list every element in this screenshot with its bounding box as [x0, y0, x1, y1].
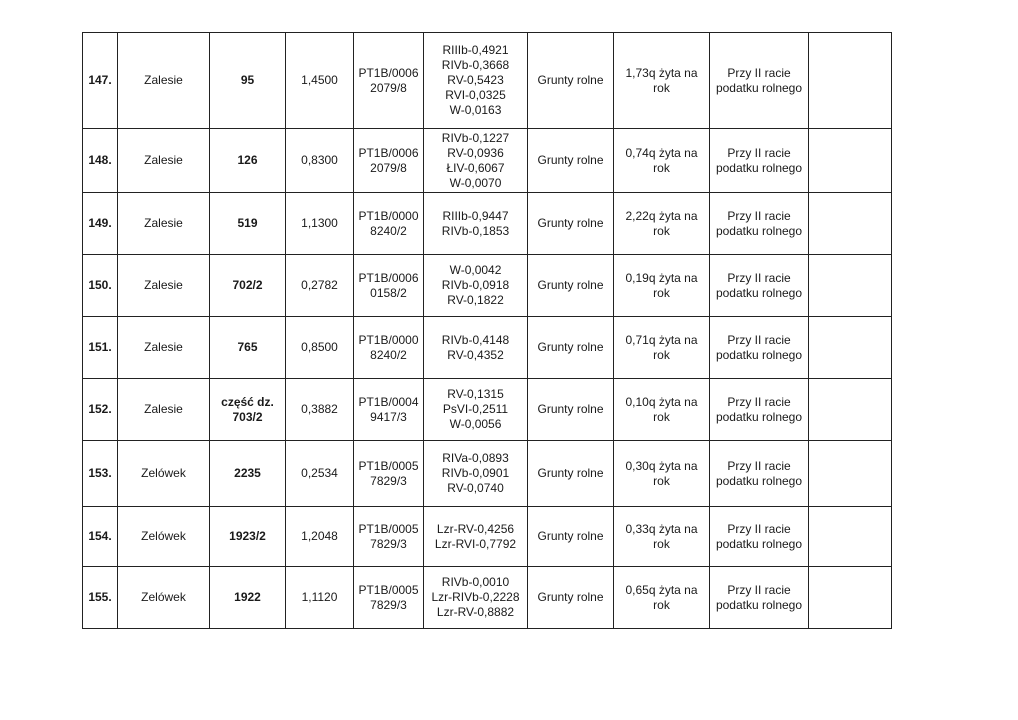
payment-term-line: Przy II racie	[727, 394, 791, 409]
land-register-number	[354, 255, 424, 317]
payment-term-line: podatku rolnego	[715, 80, 803, 95]
payment-term-line: podatku rolnego	[715, 473, 803, 488]
table-row	[83, 441, 892, 507]
soil-class-line: RVI-0,0325	[445, 88, 506, 102]
locality: Zelówek	[118, 441, 210, 507]
area-ha: 1,1300	[286, 193, 354, 255]
area-ha: 0,8300	[286, 129, 354, 193]
soil-class-line: RIVb-0,1227	[441, 130, 510, 145]
rent-amount	[614, 379, 710, 441]
soil-classes	[424, 129, 528, 193]
payment-term	[710, 507, 809, 567]
soil-class-line: RV-0,1822	[447, 293, 504, 307]
rent-line: rok	[653, 80, 670, 95]
row-number: 153.	[83, 441, 118, 507]
row-number: 150.	[83, 255, 118, 317]
table-row	[83, 129, 892, 193]
soil-class-line: RIVb-0,0901	[441, 466, 510, 480]
rent-amount	[614, 193, 710, 255]
soil-class-line: Lzr-RVI-0,7792	[434, 536, 517, 551]
soil-classes	[424, 33, 528, 129]
table-row	[83, 317, 892, 379]
row-number: 154.	[83, 507, 118, 567]
land-register-line: PT1B/0006	[358, 270, 419, 285]
rent-amount	[614, 33, 710, 129]
area-ha: 1,2048	[286, 507, 354, 567]
soil-class-line: Lzr-RIVb-0,2228	[431, 590, 520, 604]
plot-number: 95	[210, 33, 286, 129]
empty-cell	[809, 441, 892, 507]
land-type: Grunty rolne	[528, 507, 614, 567]
land-register-line: 7829/3	[370, 473, 407, 488]
payment-term	[710, 379, 809, 441]
land-type: Grunty rolne	[528, 441, 614, 507]
table-row	[83, 507, 892, 567]
row-number: 155.	[83, 567, 118, 629]
soil-class-line: RIIIb-0,4921	[442, 43, 509, 57]
area-ha: 1,4500	[286, 33, 354, 129]
land-register-line: 8240/2	[370, 223, 407, 238]
rent-line: 0,71q żyta na	[625, 332, 698, 347]
land-register-line: PT1B/0006	[358, 145, 419, 160]
soil-class-line: RV-0,0740	[447, 481, 504, 495]
soil-class-line: RIVb-0,1853	[441, 223, 510, 238]
soil-class-line: RIVb-0,0918	[441, 278, 510, 292]
land-register-line: PT1B/0005	[358, 521, 419, 536]
rent-line: rok	[653, 347, 670, 362]
payment-term-line: podatku rolnego	[715, 536, 803, 551]
land-register-line: 2079/8	[370, 80, 407, 95]
soil-classes	[424, 255, 528, 317]
payment-term	[710, 129, 809, 193]
soil-classes	[424, 317, 528, 379]
land-register-line: 2079/8	[370, 160, 407, 175]
plot-number-line: 703/2	[232, 409, 263, 424]
rent-amount	[614, 507, 710, 567]
soil-class-line: RIVa-0,0893	[442, 451, 509, 465]
land-register-number	[354, 129, 424, 193]
land-register-line: 0158/2	[370, 285, 407, 300]
land-register-number	[354, 193, 424, 255]
locality: Zalesie	[118, 129, 210, 193]
land-lease-table	[82, 32, 892, 629]
soil-class-line: W-0,0163	[449, 103, 502, 117]
rent-line: 0,65q żyta na	[625, 582, 698, 597]
plot-number-line: część dz.	[221, 394, 274, 409]
soil-class-line: ŁIV-0,6067	[446, 160, 505, 175]
plot-number: 1922	[210, 567, 286, 629]
land-register-number	[354, 507, 424, 567]
payment-term-line: Przy II racie	[727, 145, 791, 160]
soil-class-line: Lzr-RV-0,8882	[436, 605, 515, 619]
plot-number: 126	[210, 129, 286, 193]
soil-class-line: RIVb-0,0010	[441, 575, 510, 589]
empty-cell	[809, 255, 892, 317]
locality: Zelówek	[118, 507, 210, 567]
area-ha: 0,8500	[286, 317, 354, 379]
rent-amount	[614, 567, 710, 629]
payment-term	[710, 255, 809, 317]
soil-class-line: RIVb-0,3668	[441, 58, 510, 72]
payment-term-line: Przy II racie	[727, 208, 791, 223]
land-register-number	[354, 379, 424, 441]
soil-classes	[424, 193, 528, 255]
table-row	[83, 567, 892, 629]
locality: Zalesie	[118, 33, 210, 129]
row-number: 149.	[83, 193, 118, 255]
area-ha: 0,2782	[286, 255, 354, 317]
soil-class-line: PsVI-0,2511	[442, 402, 509, 416]
rent-line: 0,30q żyta na	[625, 458, 698, 473]
soil-class-line: W-0,0056	[449, 417, 502, 431]
soil-class-line: RIVb-0,4148	[441, 332, 510, 347]
rent-line: rok	[653, 409, 670, 424]
payment-term-line: podatku rolnego	[715, 597, 803, 612]
payment-term-line: Przy II racie	[727, 332, 791, 347]
land-register-line: 7829/3	[370, 536, 407, 551]
rent-line: rok	[653, 473, 670, 488]
plot-number: 702/2	[210, 255, 286, 317]
soil-class-line: W-0,0070	[449, 175, 502, 190]
soil-class-line: Lzr-RV-0,4256	[436, 521, 515, 536]
rent-line: 0,19q żyta na	[625, 270, 698, 285]
land-type: Grunty rolne	[528, 33, 614, 129]
empty-cell	[809, 567, 892, 629]
plot-number	[210, 379, 286, 441]
rent-amount	[614, 255, 710, 317]
row-number: 152.	[83, 379, 118, 441]
area-ha: 0,3882	[286, 379, 354, 441]
rent-line: 1,73q żyta na	[625, 65, 698, 80]
locality: Zalesie	[118, 317, 210, 379]
payment-term	[710, 567, 809, 629]
area-ha: 1,1120	[286, 567, 354, 629]
row-number: 147.	[83, 33, 118, 129]
soil-class-line: RV-0,0936	[447, 145, 504, 160]
payment-term	[710, 193, 809, 255]
rent-line: rok	[653, 160, 670, 175]
land-register-line: PT1B/0006	[358, 65, 419, 80]
empty-cell	[809, 379, 892, 441]
soil-classes	[424, 567, 528, 629]
rent-line: rok	[653, 285, 670, 300]
row-number: 151.	[83, 317, 118, 379]
land-type: Grunty rolne	[528, 255, 614, 317]
plot-number: 765	[210, 317, 286, 379]
row-number: 148.	[83, 129, 118, 193]
empty-cell	[809, 33, 892, 129]
land-register-line: PT1B/0005	[358, 582, 419, 597]
soil-classes	[424, 379, 528, 441]
soil-class-line: RV-0,5423	[447, 73, 504, 87]
payment-term-line: Przy II racie	[727, 582, 791, 597]
plot-number: 519	[210, 193, 286, 255]
area-ha: 0,2534	[286, 441, 354, 507]
land-register-number	[354, 441, 424, 507]
payment-term	[710, 317, 809, 379]
soil-classes	[424, 441, 528, 507]
locality: Zelówek	[118, 567, 210, 629]
payment-term-line: Przy II racie	[727, 521, 791, 536]
soil-class-line: RIIIb-0,9447	[442, 208, 509, 223]
land-register-line: PT1B/0000	[358, 332, 419, 347]
land-register-number	[354, 567, 424, 629]
table-row	[83, 193, 892, 255]
land-register-line: 8240/2	[370, 347, 407, 362]
rent-line: rok	[653, 536, 670, 551]
land-register-line: PT1B/0004	[358, 394, 419, 409]
payment-term-line: podatku rolnego	[715, 285, 803, 300]
rent-amount	[614, 441, 710, 507]
rent-line: 0,33q żyta na	[625, 521, 698, 536]
land-type: Grunty rolne	[528, 379, 614, 441]
soil-class-line: RV-0,1315	[447, 387, 504, 401]
payment-term-line: Przy II racie	[727, 65, 791, 80]
locality: Zalesie	[118, 379, 210, 441]
empty-cell	[809, 317, 892, 379]
plot-number: 1923/2	[210, 507, 286, 567]
land-register-number	[354, 317, 424, 379]
land-type: Grunty rolne	[528, 193, 614, 255]
table-row	[83, 379, 892, 441]
payment-term	[710, 33, 809, 129]
soil-class-line: W-0,0042	[449, 263, 502, 277]
land-register-line: PT1B/0005	[358, 458, 419, 473]
empty-cell	[809, 507, 892, 567]
rent-line: rok	[653, 597, 670, 612]
rent-amount	[614, 129, 710, 193]
land-register-line: 9417/3	[370, 409, 407, 424]
payment-term-line: podatku rolnego	[715, 347, 803, 362]
rent-line: 0,74q żyta na	[625, 145, 698, 160]
land-register-line: 7829/3	[370, 597, 407, 612]
payment-term-line: podatku rolnego	[715, 223, 803, 238]
rent-amount	[614, 317, 710, 379]
rent-line: rok	[653, 223, 670, 238]
locality: Zalesie	[118, 193, 210, 255]
land-type: Grunty rolne	[528, 317, 614, 379]
land-register-number	[354, 33, 424, 129]
payment-term-line: podatku rolnego	[715, 160, 803, 175]
empty-cell	[809, 129, 892, 193]
plot-number: 2235	[210, 441, 286, 507]
land-type: Grunty rolne	[528, 129, 614, 193]
table-row	[83, 33, 892, 129]
table-row	[83, 255, 892, 317]
payment-term-line: Przy II racie	[727, 270, 791, 285]
payment-term	[710, 441, 809, 507]
payment-term-line: podatku rolnego	[715, 409, 803, 424]
empty-cell	[809, 193, 892, 255]
payment-term-line: Przy II racie	[727, 458, 791, 473]
rent-line: 2,22q żyta na	[625, 208, 698, 223]
land-type: Grunty rolne	[528, 567, 614, 629]
land-register-line: PT1B/0000	[358, 208, 419, 223]
soil-classes	[424, 507, 528, 567]
soil-class-line: RV-0,4352	[447, 347, 504, 362]
rent-line: 0,10q żyta na	[625, 394, 698, 409]
locality: Zalesie	[118, 255, 210, 317]
